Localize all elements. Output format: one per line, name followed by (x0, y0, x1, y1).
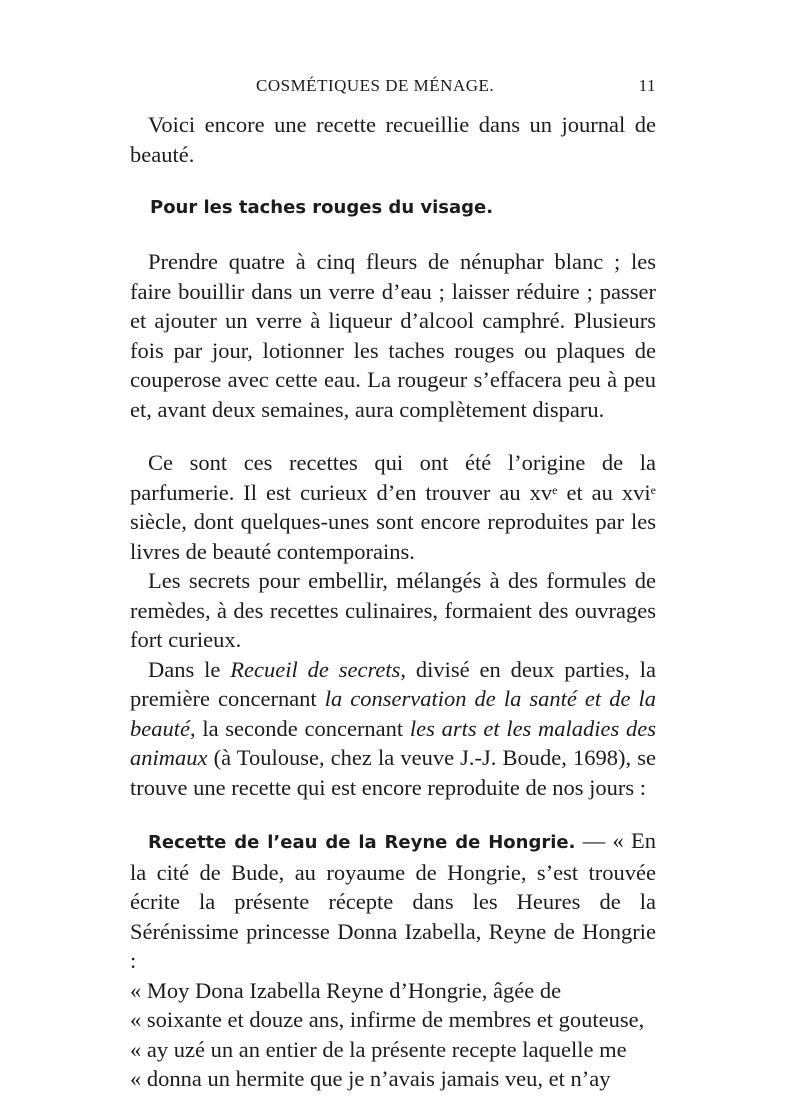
paragraph-recueil (130, 655, 656, 803)
paragraph-recipe: Prendre quatre à cinq fleurs de nénuphar blanc ; les faire bouillir dans un verre d’eau ; laisser réduire ; passer et ajouter un verre à liqueur d’alcool camphré. Plusieurs fois par jour, lotionner les taches rouges ou plaques de couperose avec cette eau. La rougeur s’effacera peu à peu et, avant deux semaines, aura complètement disparu. (130, 249, 656, 422)
quote-line: « Moy Dona Izabella Reyne d’Hongrie, âgée de (130, 977, 562, 1003)
book-title: Recueil de secrets (230, 656, 401, 682)
quote-line: « soixante et douze ans, infirme de membres et gouteuse, (130, 1007, 645, 1032)
paragraph-intro: Voici encore une recette recueillie dans un journal de beauté. (130, 112, 656, 167)
text-run: Dans le (148, 656, 231, 682)
part-title: la conservation de la santé et de la beauté (130, 686, 656, 741)
running-title: COSMÉTIQUES DE MÉNAGE. (256, 76, 495, 95)
page-number: 11 (638, 76, 656, 95)
spacer (130, 169, 656, 193)
body-text (130, 110, 656, 1094)
paragraph-hongrie (130, 826, 656, 976)
spacer (130, 424, 656, 448)
text-run: siècle, dont quelques-unes sont encore reproduites par les livres de beauté contemporains. (130, 509, 656, 564)
spacer (130, 802, 656, 826)
section-heading-taches: Pour les taches rouges du visage. (150, 197, 494, 218)
text-run: — « En la cité de Bude, au royaume de Hongrie, s’est trouvée écrite la présente récepte dans les Heures de la Sérénissime princesse Donna Izabella, Reyne de Hongrie : (130, 828, 656, 973)
part-title: les arts et les maladies des animaux (130, 715, 656, 770)
text-run: (à Toulouse, chez la veuve J.-J. Boude, 1698), se trouve une recette qui est encore reproduite de nos jours : (130, 745, 656, 800)
section-heading-hongrie: Recette de l’eau de la Reyne de Hongrie. (148, 832, 576, 853)
text-run: , divisé en deux parties, la première concernant (130, 656, 657, 711)
quote-line: « ay uzé un an entier de la présente recepte laquelle me (130, 1036, 627, 1062)
superscript: e (650, 482, 656, 497)
paragraph-origin (130, 448, 656, 566)
spacer (130, 223, 656, 247)
text-run: et au xvi (557, 479, 651, 505)
text-run: Ce sont ces recettes qui ont été l’origine de la parfumerie. Il est curieux d’en trouver au xv (130, 450, 656, 505)
text-run: , la seconde concernant (189, 715, 410, 741)
page-header (130, 76, 656, 100)
paragraph-secrets: Les secrets pour embellir, mélangés à des formules de remèdes, à des recettes culinaires, formaient des ouvrages fort curieux. (130, 568, 656, 652)
superscript: e (552, 482, 558, 497)
quote-line: « donna un hermite que je n’avais jamais veu, et n’ay (130, 1066, 611, 1091)
